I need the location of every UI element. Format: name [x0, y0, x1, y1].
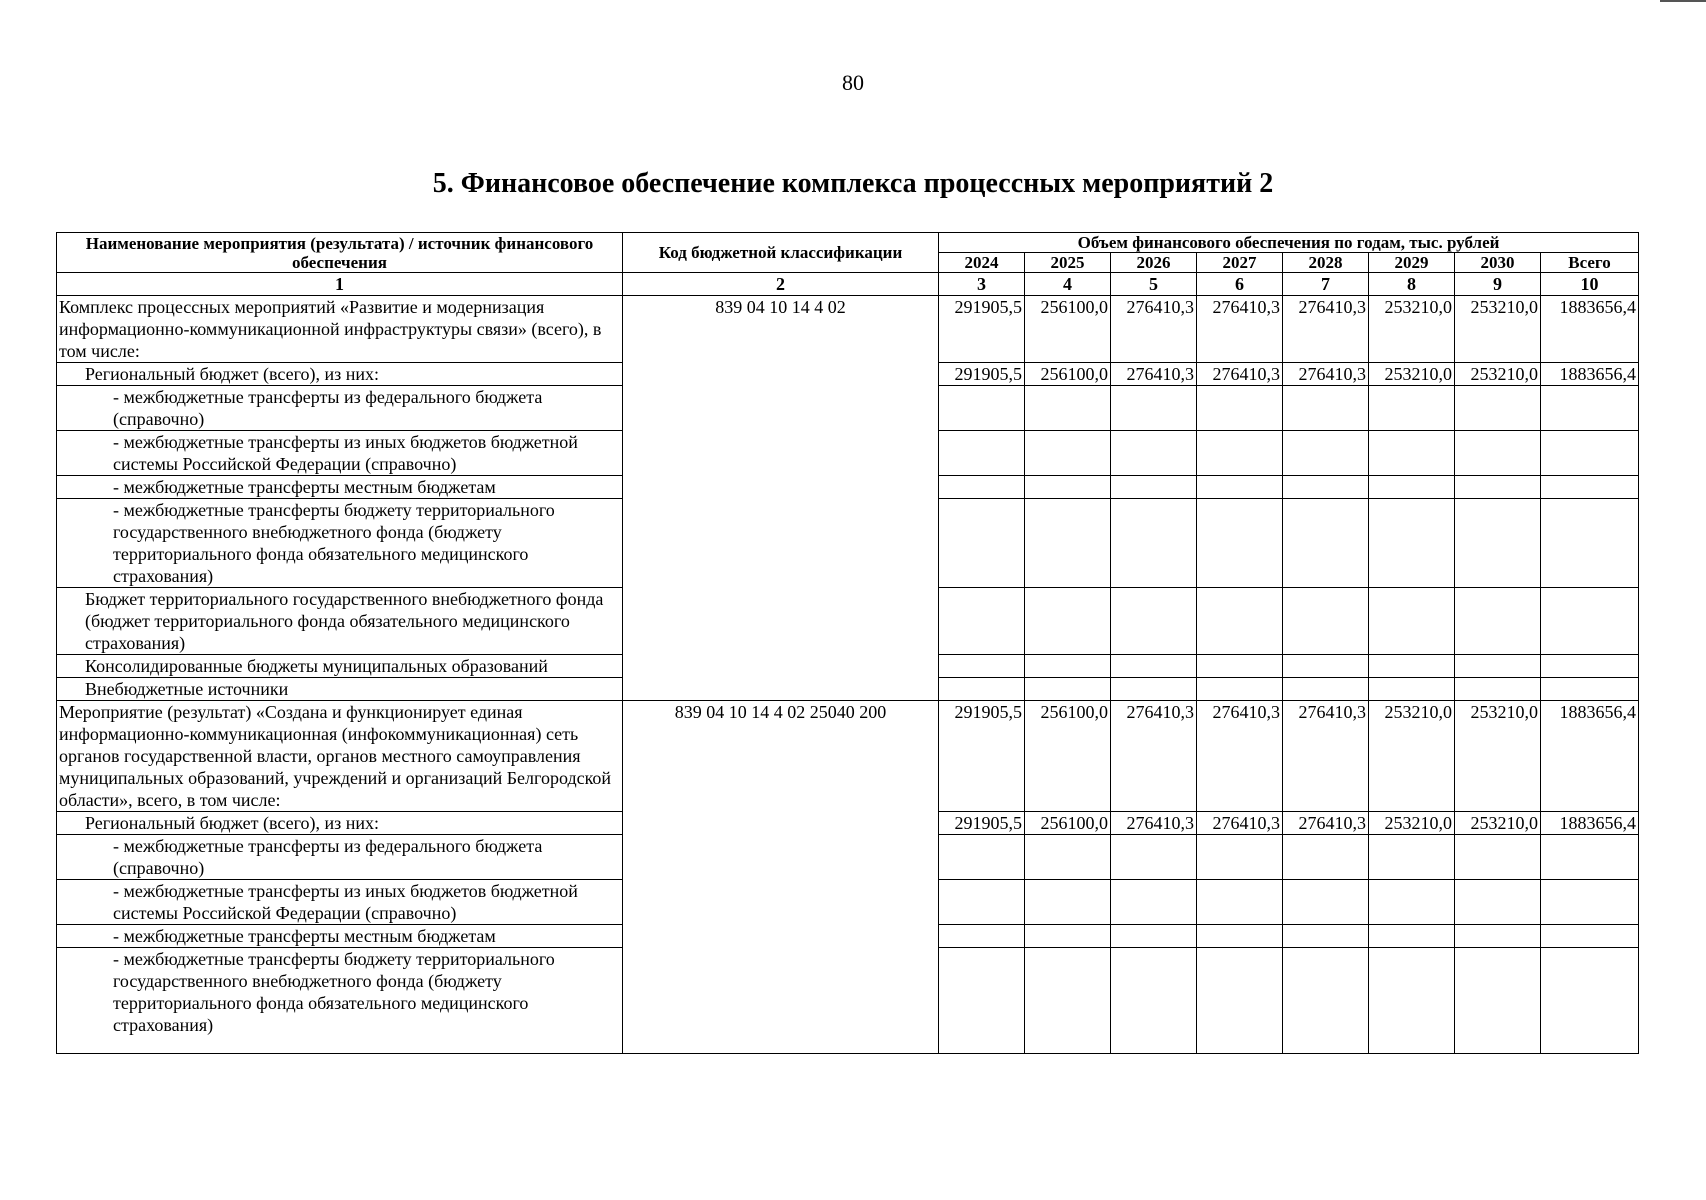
- value-total: [1541, 835, 1639, 880]
- value-year: 276410,3: [1197, 363, 1283, 386]
- row-name: Бюджет территориального государственного внебюджетного фонда (бюджет территориального фонда обязательного медицинского страхования): [57, 588, 623, 655]
- financing-table: [56, 232, 1639, 1054]
- column-index: 4: [1025, 273, 1111, 296]
- row-name: Внебюджетные источники: [57, 678, 623, 701]
- value-year: [1369, 431, 1455, 476]
- column-index-row: [57, 273, 1639, 296]
- value-year: [1369, 499, 1455, 588]
- value-year: [1369, 476, 1455, 499]
- value-year: [1369, 655, 1455, 678]
- value-total: [1541, 948, 1639, 1054]
- row-name: - межбюджетные трансферты бюджету территориального государственного внебюджетного фонда (бюджету территориального фонда обязательного медицинского страхования): [57, 499, 623, 588]
- value-year: [1197, 476, 1283, 499]
- value-year: [1369, 835, 1455, 880]
- value-total: 1883656,4: [1541, 363, 1639, 386]
- value-year: 276410,3: [1197, 296, 1283, 363]
- value-year: 253210,0: [1455, 296, 1541, 363]
- value-year: 253210,0: [1369, 701, 1455, 812]
- value-year: [1025, 835, 1111, 880]
- value-year: [1369, 678, 1455, 701]
- value-year: [1197, 880, 1283, 925]
- row-name: - межбюджетные трансферты из иных бюджетов бюджетной системы Российской Федерации (справочно): [57, 880, 623, 925]
- value-year: [939, 948, 1025, 1054]
- value-total: [1541, 588, 1639, 655]
- row-name: Комплекс процессных мероприятий «Развитие и модернизация информационно-коммуникационной инфраструктуры связи» (всего), в том числе:: [57, 296, 623, 363]
- page-number: 80: [842, 70, 864, 95]
- value-year: [1197, 655, 1283, 678]
- value-year: [1197, 588, 1283, 655]
- value-year: 276410,3: [1111, 296, 1197, 363]
- value-year: [1111, 476, 1197, 499]
- column-index: 2: [623, 273, 939, 296]
- value-total: [1541, 880, 1639, 925]
- value-year: 291905,5: [939, 296, 1025, 363]
- column-index: 7: [1283, 273, 1369, 296]
- value-year: 253210,0: [1369, 296, 1455, 363]
- value-year: 253210,0: [1455, 812, 1541, 835]
- value-year: [1369, 386, 1455, 431]
- value-total: [1541, 499, 1639, 588]
- header-name: Наименование мероприятия (результата) / источник финансового обеспечения: [57, 233, 623, 273]
- budget-code: 839 04 10 14 4 02 25040 200: [623, 701, 939, 1054]
- value-total: [1541, 655, 1639, 678]
- value-year: [1369, 588, 1455, 655]
- value-year: [1025, 678, 1111, 701]
- value-year: [1283, 948, 1369, 1054]
- value-year: [1369, 880, 1455, 925]
- value-year: [1111, 925, 1197, 948]
- header-year: 2024: [939, 253, 1025, 273]
- value-year: 291905,5: [939, 701, 1025, 812]
- header-total: Всего: [1541, 253, 1639, 273]
- value-year: [939, 925, 1025, 948]
- column-index: 10: [1541, 273, 1639, 296]
- table-row: [57, 296, 1639, 363]
- value-year: [939, 678, 1025, 701]
- value-year: [1455, 588, 1541, 655]
- value-year: [1455, 678, 1541, 701]
- value-year: [939, 880, 1025, 925]
- column-index: 8: [1369, 273, 1455, 296]
- value-year: 256100,0: [1025, 701, 1111, 812]
- value-year: [1197, 948, 1283, 1054]
- value-year: 276410,3: [1111, 701, 1197, 812]
- value-total: [1541, 386, 1639, 431]
- value-year: [1283, 431, 1369, 476]
- value-year: [939, 476, 1025, 499]
- row-name: - межбюджетные трансферты местным бюджетам: [57, 925, 623, 948]
- value-total: [1541, 476, 1639, 499]
- value-year: 276410,3: [1283, 812, 1369, 835]
- column-index: 5: [1111, 273, 1197, 296]
- column-index: 9: [1455, 273, 1541, 296]
- value-year: [1283, 386, 1369, 431]
- value-year: 253210,0: [1369, 812, 1455, 835]
- header-year: 2028: [1283, 253, 1369, 273]
- section-title: 5. Финансовое обеспечение комплекса процессных мероприятий 2: [432, 168, 1274, 199]
- header-year: 2025: [1025, 253, 1111, 273]
- value-year: 276410,3: [1283, 701, 1369, 812]
- scan-edge-mark: [1660, 0, 1706, 2]
- value-year: [1455, 386, 1541, 431]
- value-year: 276410,3: [1197, 812, 1283, 835]
- row-name: Консолидированные бюджеты муниципальных образований: [57, 655, 623, 678]
- value-year: 253210,0: [1369, 363, 1455, 386]
- value-year: [1111, 880, 1197, 925]
- value-year: [1025, 386, 1111, 431]
- value-year: [1283, 588, 1369, 655]
- value-year: [939, 499, 1025, 588]
- column-index: 3: [939, 273, 1025, 296]
- header-year: 2030: [1455, 253, 1541, 273]
- value-year: 291905,5: [939, 363, 1025, 386]
- value-year: [1111, 431, 1197, 476]
- value-year: [1283, 499, 1369, 588]
- value-total: [1541, 925, 1639, 948]
- value-year: [1283, 476, 1369, 499]
- budget-code: 839 04 10 14 4 02: [623, 296, 939, 701]
- value-year: [1283, 678, 1369, 701]
- header-year: 2026: [1111, 253, 1197, 273]
- value-year: [1197, 431, 1283, 476]
- value-year: 253210,0: [1455, 701, 1541, 812]
- header-volume: Объем финансового обеспечения по годам, тыс. рублей: [939, 233, 1639, 253]
- value-year: [1025, 880, 1111, 925]
- value-year: [1283, 925, 1369, 948]
- value-year: [1197, 499, 1283, 588]
- row-name: - межбюджетные трансферты из федерального бюджета (справочно): [57, 386, 623, 431]
- value-year: [1369, 948, 1455, 1054]
- value-year: [1111, 678, 1197, 701]
- value-year: 291905,5: [939, 812, 1025, 835]
- value-total: [1541, 431, 1639, 476]
- row-name: Региональный бюджет (всего), из них:: [57, 363, 623, 386]
- value-year: [1455, 948, 1541, 1054]
- value-year: [1111, 499, 1197, 588]
- value-year: [1025, 499, 1111, 588]
- value-year: 256100,0: [1025, 296, 1111, 363]
- value-year: [1455, 499, 1541, 588]
- value-year: [1197, 386, 1283, 431]
- value-year: 276410,3: [1283, 296, 1369, 363]
- row-name: - межбюджетные трансферты из федерального бюджета (справочно): [57, 835, 623, 880]
- value-year: [1111, 386, 1197, 431]
- value-year: [1197, 678, 1283, 701]
- value-year: [1283, 835, 1369, 880]
- value-year: [939, 588, 1025, 655]
- value-year: [1025, 431, 1111, 476]
- value-year: [1369, 925, 1455, 948]
- value-year: 276410,3: [1111, 363, 1197, 386]
- value-year: [1111, 588, 1197, 655]
- value-total: 1883656,4: [1541, 701, 1639, 812]
- value-year: [939, 655, 1025, 678]
- value-year: [1025, 588, 1111, 655]
- value-year: [1283, 880, 1369, 925]
- header-year: 2029: [1369, 253, 1455, 273]
- value-year: [939, 431, 1025, 476]
- row-name: Мероприятие (результат) «Создана и функционирует единая информационно-коммуникационная (инфокоммуникационная) сеть органов государственной власти, органов местного самоуправления муниципальных образований, учреждений и организаций Белгородской области», всего, в том числе:: [57, 701, 623, 812]
- row-name: - межбюджетные трансферты бюджету территориального государственного внебюджетного фонда (бюджету территориального фонда обязательного медицинского страхования): [57, 948, 623, 1054]
- value-year: [1455, 431, 1541, 476]
- value-year: [1111, 835, 1197, 880]
- value-year: 256100,0: [1025, 812, 1111, 835]
- value-year: [939, 386, 1025, 431]
- value-year: [1283, 655, 1369, 678]
- table-row: [57, 701, 1639, 812]
- header-year: 2027: [1197, 253, 1283, 273]
- value-year: [1025, 655, 1111, 678]
- value-year: [1111, 655, 1197, 678]
- value-year: [1455, 835, 1541, 880]
- value-year: 276410,3: [1197, 701, 1283, 812]
- row-name: Региональный бюджет (всего), из них:: [57, 812, 623, 835]
- column-index: 6: [1197, 273, 1283, 296]
- table-body: [57, 296, 1639, 1054]
- value-year: [1025, 476, 1111, 499]
- row-name: - межбюджетные трансферты из иных бюджетов бюджетной системы Российской Федерации (справочно): [57, 431, 623, 476]
- value-total: 1883656,4: [1541, 296, 1639, 363]
- value-year: 276410,3: [1283, 363, 1369, 386]
- value-year: [1455, 880, 1541, 925]
- value-year: [1197, 925, 1283, 948]
- row-name: - межбюджетные трансферты местным бюджетам: [57, 476, 623, 499]
- column-index: 1: [57, 273, 623, 296]
- value-year: [1455, 655, 1541, 678]
- value-year: [1025, 925, 1111, 948]
- value-year: [1197, 835, 1283, 880]
- header-code: Код бюджетной классификации: [623, 233, 939, 273]
- value-year: [1455, 476, 1541, 499]
- value-year: [1025, 948, 1111, 1054]
- value-year: [1455, 925, 1541, 948]
- value-total: [1541, 678, 1639, 701]
- value-year: 256100,0: [1025, 363, 1111, 386]
- value-year: 253210,0: [1455, 363, 1541, 386]
- value-year: 276410,3: [1111, 812, 1197, 835]
- value-year: [939, 835, 1025, 880]
- value-year: [1111, 948, 1197, 1054]
- value-total: 1883656,4: [1541, 812, 1639, 835]
